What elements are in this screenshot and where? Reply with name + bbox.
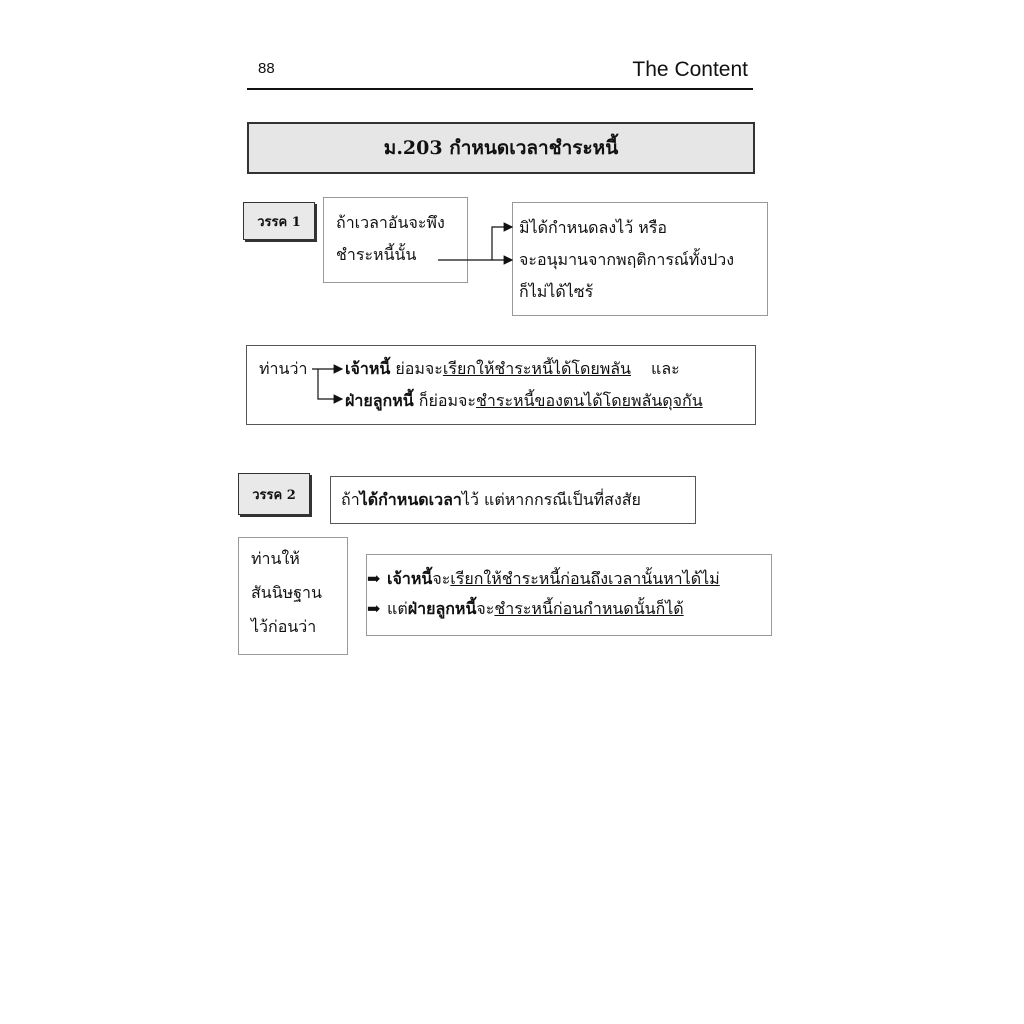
- paragraph1-condition-box: [323, 197, 468, 283]
- section-title-box: [247, 122, 755, 174]
- result1-bold: เจ้าหนี้: [387, 569, 433, 588]
- paragraph2-condition-box: [330, 476, 696, 524]
- result2-start: แต่: [387, 599, 408, 618]
- debtor-term: ฝ่ายลูกหนี้: [345, 391, 414, 410]
- result1-plain: จะ: [432, 569, 451, 588]
- presumption-line3: ไว้ก่อนว่า: [251, 617, 317, 636]
- rule-line2-plain: ก็ย่อมจะ: [413, 391, 476, 410]
- paragraph1-condition-line2: ชำระหนี้นั้น: [336, 245, 417, 264]
- presumption-line1: ท่านให้: [251, 549, 300, 568]
- paragraph1-outcome-1: มิได้กำหนดลงไว้ หรือ: [519, 218, 668, 237]
- result1-underlined: เรียกให้ชำระหนี้ก่อนถึงเวลานั้นหาได้ไม่: [450, 569, 720, 588]
- condition-start: ถ้า: [341, 490, 360, 509]
- result2-underlined: ชำระหนี้ก่อนกำหนดนั้นก็ได้: [494, 599, 684, 618]
- paragraph2-label: [238, 473, 310, 515]
- section-title: ม.203 กำหนดเวลาชำระหนี้: [383, 137, 619, 159]
- paragraph2-label-text: วรรค 2: [252, 487, 296, 503]
- paragraph1-rule-line2: [345, 386, 703, 416]
- right-arrow-icon: ➡: [367, 599, 381, 618]
- paragraph1-outcomes-box: [512, 202, 768, 316]
- paragraph1-label: [243, 202, 315, 240]
- result2-plain: จะ: [476, 599, 495, 618]
- right-arrow-icon: ➡: [367, 569, 381, 588]
- paragraph1-outcome-2: จะอนุมานจากพฤติการณ์ทั้งปวง: [519, 250, 735, 269]
- rule-line1-tail: และ: [651, 359, 680, 378]
- condition-bold: ได้กำหนดเวลา: [359, 490, 462, 509]
- rule-line2-underlined: ชำระหนี้ของตนได้โดยพลันดุจกัน: [476, 391, 703, 410]
- paragraph1-condition-line1: ถ้าเวลาอันจะพึง: [336, 213, 445, 232]
- header-rule: [247, 88, 753, 90]
- result2-bold: ฝ่ายลูกหนี้: [407, 599, 477, 618]
- page-number: 88: [258, 60, 275, 77]
- rule-line1-underlined: เรียกให้ชำระหนี้ได้โดยพลัน: [442, 359, 631, 378]
- paragraph1-rule-box: [246, 345, 756, 425]
- paragraph2-condition: [341, 485, 641, 515]
- rule-line1-plain: ย่อมจะ: [390, 359, 443, 378]
- paragraph1-outcome-3: ก็ไม่ได้ไซร้: [519, 282, 594, 301]
- result-1: [367, 564, 720, 594]
- paragraph2-presumption-box: [238, 537, 348, 655]
- paragraph1-rule-lead: ท่านว่า: [259, 359, 308, 378]
- paragraph1-rule-line1: [345, 354, 680, 384]
- creditor-term: เจ้าหนี้: [345, 359, 391, 378]
- condition-end: ไว้ แต่หากกรณีเป็นที่สงสัย: [461, 490, 641, 509]
- paragraph2-results-box: [366, 554, 772, 636]
- paragraph1-label-text: วรรค 1: [257, 214, 301, 230]
- result-2: [367, 594, 684, 624]
- presumption-line2: สันนิษฐาน: [251, 583, 322, 602]
- running-title: The Content: [632, 58, 748, 81]
